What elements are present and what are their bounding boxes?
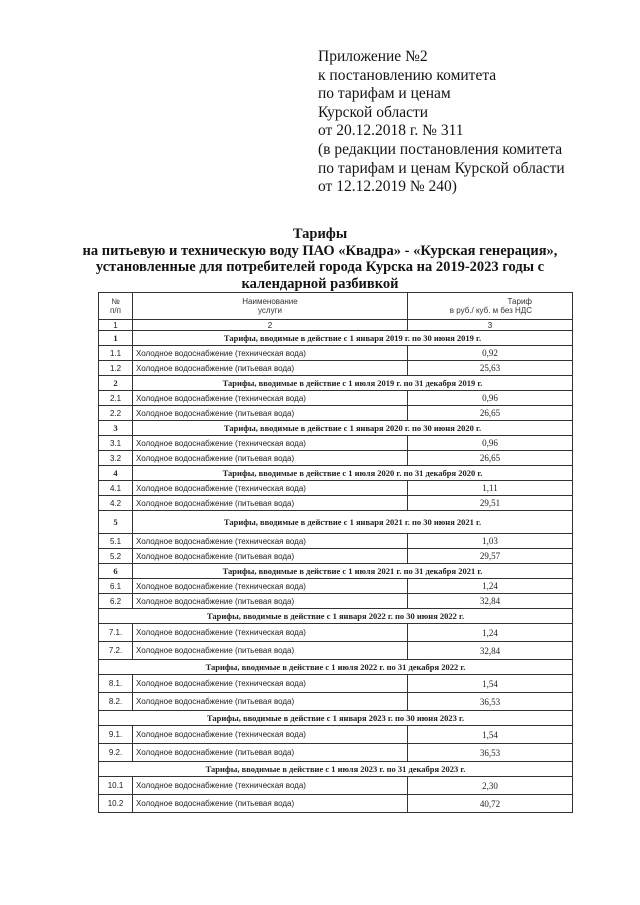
period-row bbox=[99, 609, 573, 624]
period-title: Тарифы, вводимые в действие с 1 января 2022 г. по 30 июня 2022 г. bbox=[99, 609, 573, 624]
table-row bbox=[99, 744, 573, 762]
header-num bbox=[99, 293, 133, 320]
row-service-name: Холодное водоснабжение (техническая вода) bbox=[133, 579, 408, 594]
row-service-name: Холодное водоснабжение (техническая вода) bbox=[133, 675, 408, 693]
appendix-block bbox=[318, 48, 565, 197]
row-number: 1.1 bbox=[99, 346, 133, 361]
header-tariff-line: в руб./ куб. м без НДС bbox=[449, 306, 532, 315]
appendix-line: (в редакции постановления комитета bbox=[318, 140, 563, 158]
title-line: календарной разбивкой bbox=[241, 275, 399, 292]
period-number: 6 bbox=[99, 564, 133, 579]
period-title: Тарифы, вводимые в действие с 1 января 2023 г. по 30 июня 2023 г. bbox=[99, 711, 573, 726]
row-number: 8.1. bbox=[99, 675, 133, 693]
title-line: Тарифы bbox=[292, 226, 348, 242]
row-service-name: Холодное водоснабжение (питьевая вода) bbox=[133, 642, 408, 660]
row-service-name: Холодное водоснабжение (питьевая вода) bbox=[133, 451, 408, 466]
row-service-name: Холодное водоснабжение (техническая вода) bbox=[133, 777, 408, 795]
period-row bbox=[99, 660, 573, 675]
row-tariff-value: 2,30 bbox=[408, 777, 573, 795]
period-title: Тарифы, вводимые в действие с 1 июля 2021 г. по 31 декабря 2021 г. bbox=[133, 564, 573, 579]
table-row bbox=[99, 726, 573, 744]
row-number: 8.2. bbox=[99, 693, 133, 711]
row-number: 7.1. bbox=[99, 624, 133, 642]
row-tariff-value: 1,24 bbox=[408, 579, 573, 594]
period-row bbox=[99, 564, 573, 579]
period-title: Тарифы, вводимые в действие с 1 января 2021 г. по 30 июня 2021 г. bbox=[133, 511, 573, 534]
row-tariff-value: 1,03 bbox=[408, 534, 573, 549]
period-row bbox=[99, 421, 573, 436]
row-tariff-value: 29,51 bbox=[408, 496, 573, 511]
row-tariff-value: 1,24 bbox=[408, 624, 573, 642]
table-row bbox=[99, 795, 573, 813]
row-tariff-value: 29,57 bbox=[408, 549, 573, 564]
row-number: 2.1 bbox=[99, 391, 133, 406]
row-tariff-value: 26,65 bbox=[408, 451, 573, 466]
appendix-line: Курской области bbox=[318, 103, 429, 121]
row-service-name: Холодное водоснабжение (техническая вода) bbox=[133, 726, 408, 744]
header-tariff-line: Тариф bbox=[507, 297, 532, 306]
row-service-name: Холодное водоснабжение (питьевая вода) bbox=[133, 361, 408, 376]
table-row bbox=[99, 391, 573, 406]
period-title: Тарифы, вводимые в действие с 1 июля 2019 г. по 31 декабря 2019 г. bbox=[133, 376, 573, 391]
row-tariff-value: 1,54 bbox=[408, 675, 573, 693]
row-tariff-value: 36,53 bbox=[408, 693, 573, 711]
row-number: 10.2 bbox=[99, 795, 133, 813]
column-index-row bbox=[99, 320, 573, 331]
row-tariff-value: 25,63 bbox=[408, 361, 573, 376]
row-tariff-value: 1,11 bbox=[408, 481, 573, 496]
period-row bbox=[99, 762, 573, 777]
table-row bbox=[99, 496, 573, 511]
row-number: 3.1 bbox=[99, 436, 133, 451]
period-row bbox=[99, 331, 573, 346]
table-row bbox=[99, 436, 573, 451]
row-tariff-value: 32,84 bbox=[408, 642, 573, 660]
row-service-name: Холодное водоснабжение (питьевая вода) bbox=[133, 406, 408, 421]
tariff-table bbox=[98, 292, 573, 813]
period-number: 5 bbox=[99, 511, 133, 534]
header-tariff bbox=[408, 293, 573, 320]
row-tariff-value: 32,84 bbox=[408, 594, 573, 609]
period-title: Тарифы, вводимые в действие с 1 июля 2020 г. по 31 декабря 2020 г. bbox=[133, 466, 573, 481]
row-tariff-value: 40,72 bbox=[408, 795, 573, 813]
period-number: 1 bbox=[99, 331, 133, 346]
row-service-name: Холодное водоснабжение (питьевая вода) bbox=[133, 795, 408, 813]
period-title: Тарифы, вводимые в действие с 1 января 2020 г. по 30 июня 2020 г. bbox=[133, 421, 573, 436]
period-row bbox=[99, 511, 573, 534]
period-number: 3 bbox=[99, 421, 133, 436]
table-row bbox=[99, 346, 573, 361]
header-name-line: Наименование bbox=[242, 297, 298, 306]
table-row bbox=[99, 451, 573, 466]
table-row bbox=[99, 675, 573, 693]
table-row bbox=[99, 579, 573, 594]
row-number: 3.2 bbox=[99, 451, 133, 466]
row-number: 7.2. bbox=[99, 642, 133, 660]
table-row bbox=[99, 594, 573, 609]
row-tariff-value: 0,96 bbox=[408, 436, 573, 451]
row-tariff-value: 26,65 bbox=[408, 406, 573, 421]
title-line: на питьевую и техническую воду ПАО «Квадра» - «Курская генерация», bbox=[82, 242, 558, 259]
column-index: 2 bbox=[133, 320, 408, 331]
row-tariff-value: 36,53 bbox=[408, 744, 573, 762]
row-service-name: Холодное водоснабжение (техническая вода) bbox=[133, 624, 408, 642]
row-service-name: Холодное водоснабжение (техническая вода) bbox=[133, 346, 408, 361]
header-name bbox=[133, 293, 408, 320]
row-number: 4.1 bbox=[99, 481, 133, 496]
period-row bbox=[99, 466, 573, 481]
tariff-table-body bbox=[99, 293, 573, 813]
table-row bbox=[99, 361, 573, 376]
table-row bbox=[99, 549, 573, 564]
row-number: 5.2 bbox=[99, 549, 133, 564]
row-number: 6.2 bbox=[99, 594, 133, 609]
row-tariff-value: 0,92 bbox=[408, 346, 573, 361]
title-line: установленные для потребителей города Курска на 2019-2023 годы с bbox=[95, 259, 545, 275]
row-service-name: Холодное водоснабжение (питьевая вода) bbox=[133, 693, 408, 711]
header-num-line: № bbox=[111, 297, 120, 306]
row-number: 5.1 bbox=[99, 534, 133, 549]
appendix-line: к постановлению комитета bbox=[318, 66, 497, 84]
table-row bbox=[99, 693, 573, 711]
row-service-name: Холодное водоснабжение (техническая вода) bbox=[133, 391, 408, 406]
row-service-name: Холодное водоснабжение (техническая вода) bbox=[133, 534, 408, 549]
row-number: 9.1. bbox=[99, 726, 133, 744]
header-num-line: п/п bbox=[110, 306, 121, 315]
document-title bbox=[0, 226, 640, 292]
period-number: 4 bbox=[99, 466, 133, 481]
row-service-name: Холодное водоснабжение (питьевая вода) bbox=[133, 594, 408, 609]
row-service-name: Холодное водоснабжение (питьевая вода) bbox=[133, 549, 408, 564]
appendix-line: по тарифам и ценам Курской области bbox=[318, 159, 565, 177]
appendix-line: от 12.12.2019 № 240) bbox=[318, 178, 457, 196]
header-name-line: услуги bbox=[258, 306, 282, 315]
period-title: Тарифы, вводимые в действие с 1 января 2019 г. по 30 июня 2019 г. bbox=[133, 331, 573, 346]
row-service-name: Холодное водоснабжение (питьевая вода) bbox=[133, 496, 408, 511]
column-index: 3 bbox=[408, 320, 573, 331]
appendix-line: от 20.12.2018 г. № 311 bbox=[318, 122, 464, 140]
table-header-row bbox=[99, 293, 573, 320]
row-number: 10.1 bbox=[99, 777, 133, 795]
row-tariff-value: 0,96 bbox=[408, 391, 573, 406]
table-row bbox=[99, 534, 573, 549]
column-index: 1 bbox=[99, 320, 133, 331]
period-row bbox=[99, 711, 573, 726]
row-number: 9.2. bbox=[99, 744, 133, 762]
row-number: 2.2 bbox=[99, 406, 133, 421]
table-row bbox=[99, 777, 573, 795]
appendix-line: Приложение №2 bbox=[318, 48, 428, 65]
row-service-name: Холодное водоснабжение (техническая вода) bbox=[133, 481, 408, 496]
row-number: 6.1 bbox=[99, 579, 133, 594]
appendix-line: по тарифам и ценам bbox=[318, 85, 451, 103]
table-row bbox=[99, 481, 573, 496]
row-service-name: Холодное водоснабжение (питьевая вода) bbox=[133, 744, 408, 762]
table-row bbox=[99, 624, 573, 642]
row-tariff-value: 1,54 bbox=[408, 726, 573, 744]
period-number: 2 bbox=[99, 376, 133, 391]
row-number: 1.2 bbox=[99, 361, 133, 376]
period-row bbox=[99, 376, 573, 391]
period-title: Тарифы, вводимые в действие с 1 июля 2022 г. по 31 декабря 2022 г. bbox=[99, 660, 573, 675]
row-number: 4.2 bbox=[99, 496, 133, 511]
period-title: Тарифы, вводимые в действие с 1 июля 2023 г. по 31 декабря 2023 г. bbox=[99, 762, 573, 777]
table-row bbox=[99, 642, 573, 660]
table-row bbox=[99, 406, 573, 421]
row-service-name: Холодное водоснабжение (техническая вода) bbox=[133, 436, 408, 451]
